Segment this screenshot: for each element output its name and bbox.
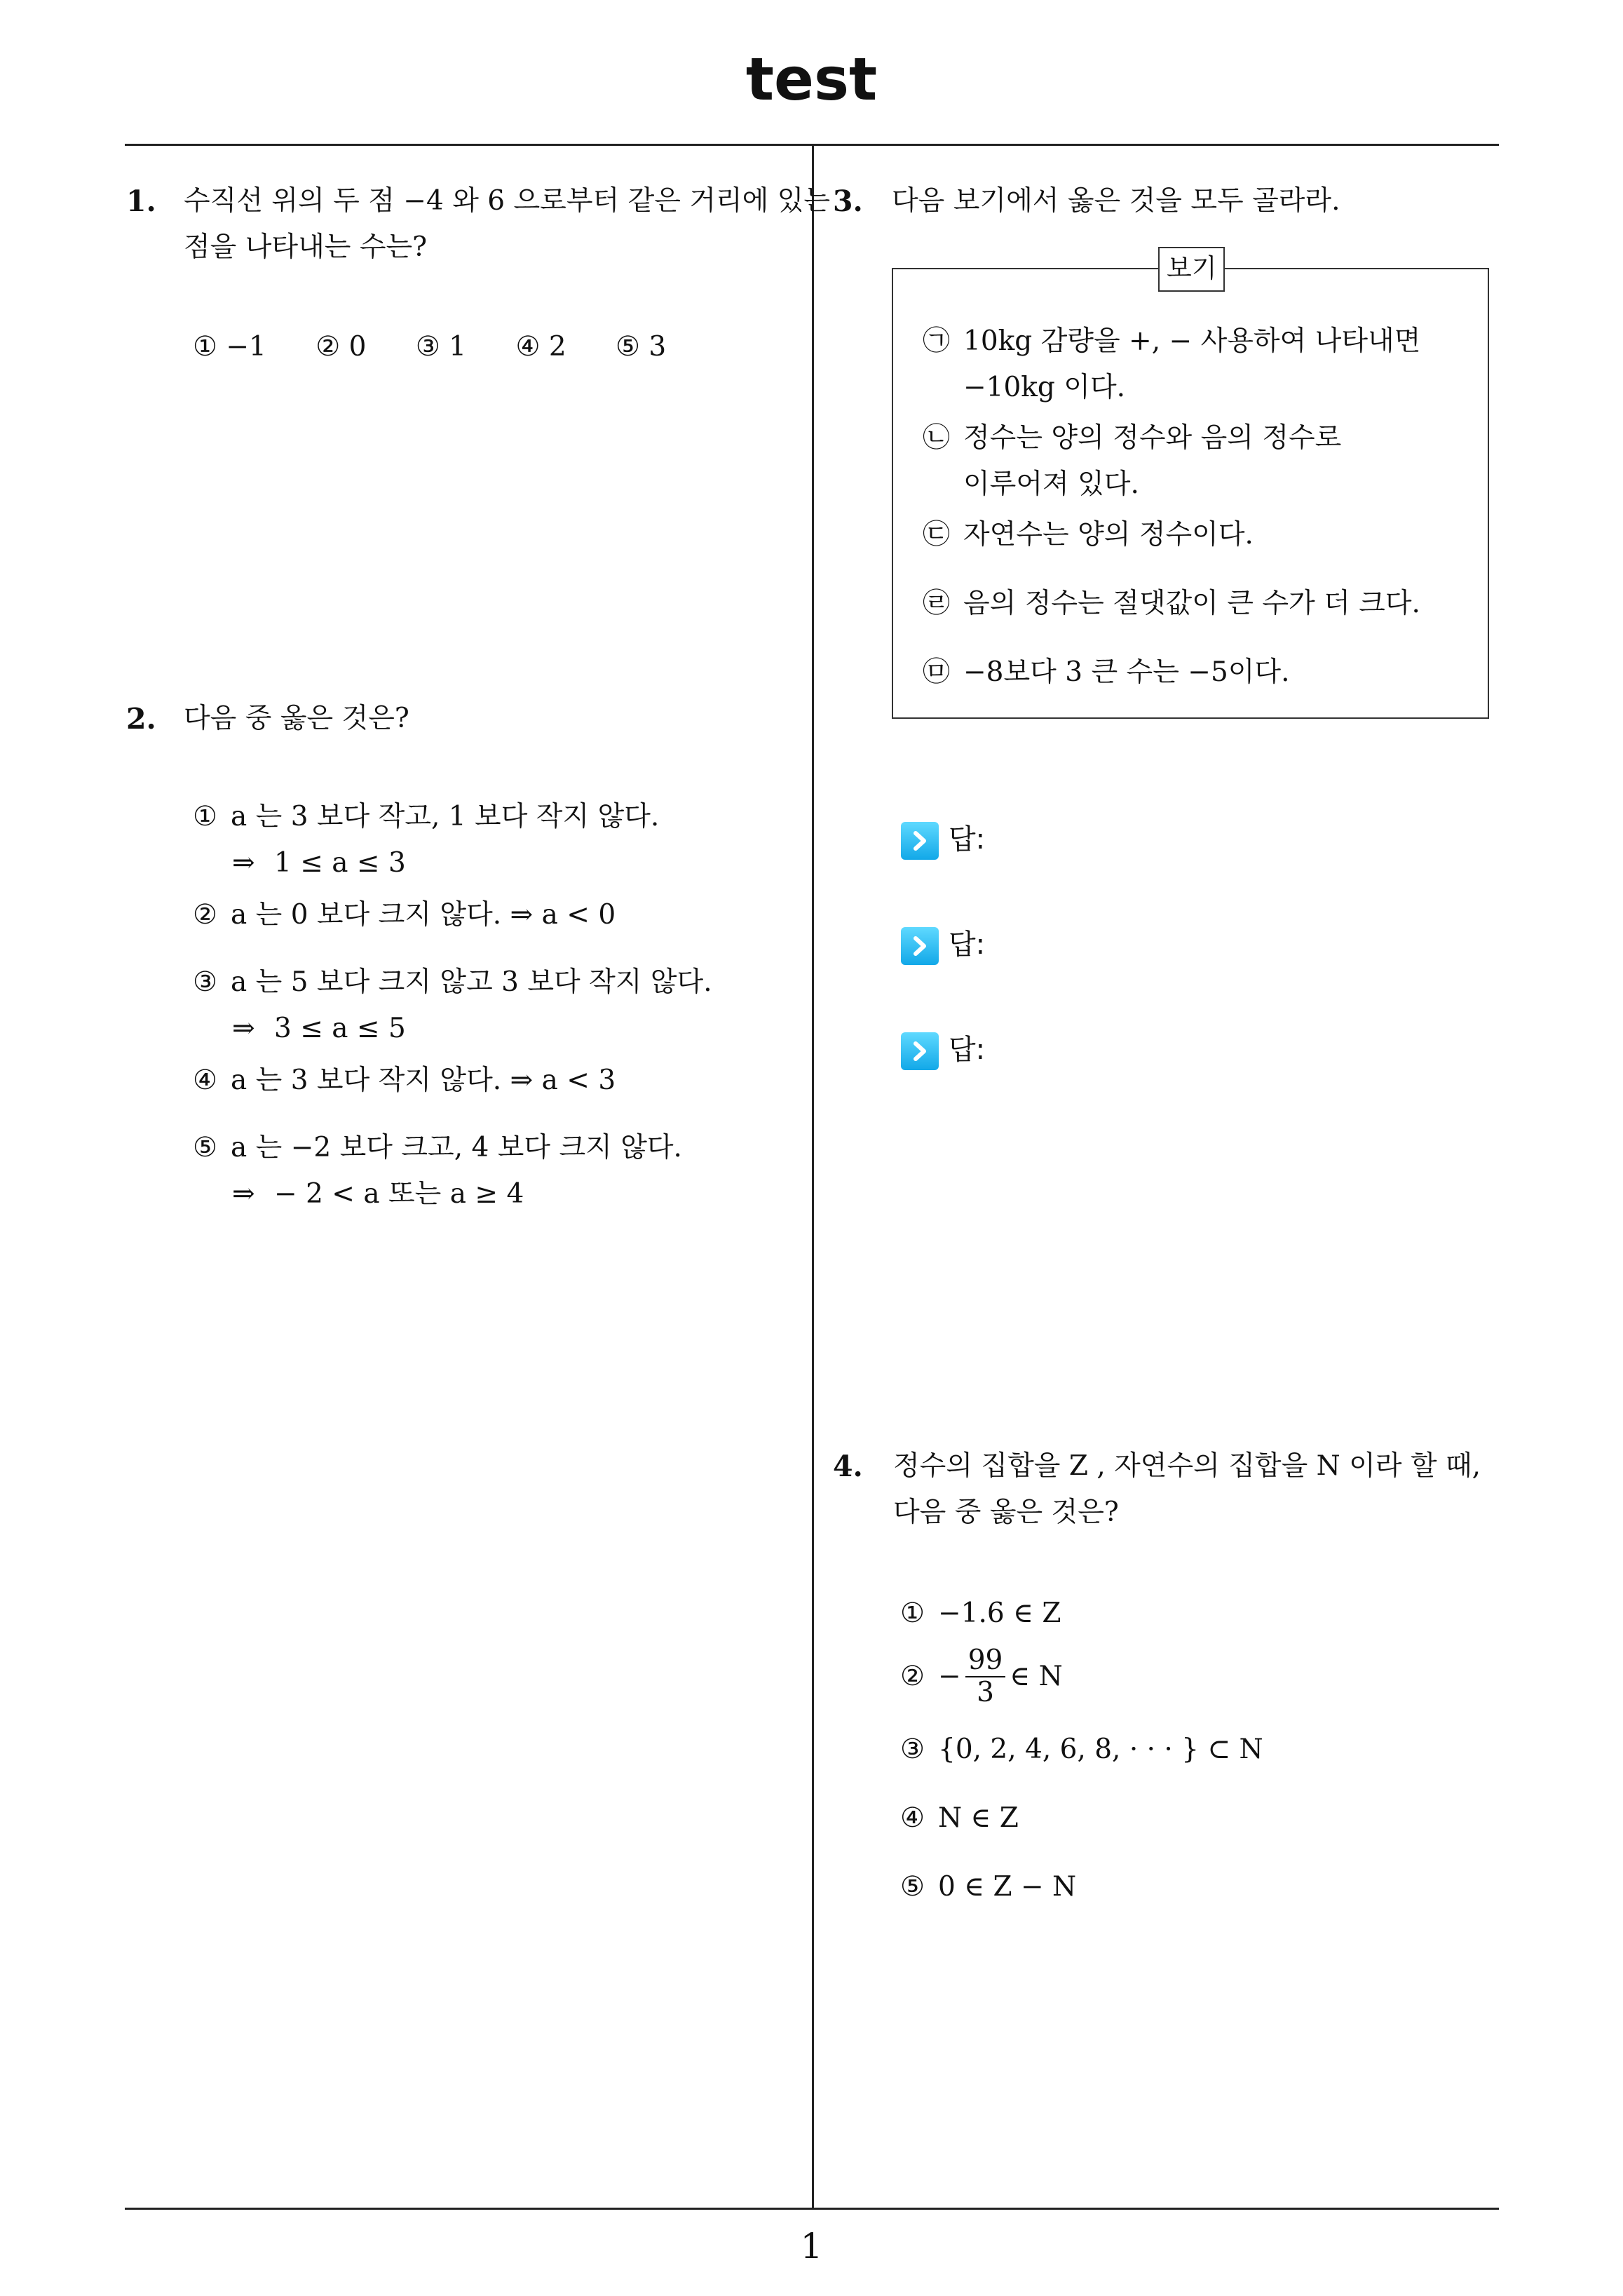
option-mark: ③ bbox=[193, 966, 217, 998]
answer-label: 답: bbox=[949, 823, 986, 856]
question-text-line: 다음 중 옳은 것은? bbox=[184, 703, 409, 734]
implies-arrow: ⇒ bbox=[232, 1013, 255, 1044]
column-divider bbox=[812, 145, 814, 2209]
question-text-line: 다음 보기에서 옳은 것을 모두 골라라. bbox=[892, 185, 1340, 217]
item-text: 자연수는 양의 정수이다. bbox=[963, 519, 1254, 551]
option-mark: ② bbox=[900, 1661, 925, 1692]
page-number: 1 bbox=[800, 2226, 823, 2267]
option-4[interactable] bbox=[900, 1795, 1019, 1842]
option-result: − 2 < a 또는 a ≥ 4 bbox=[274, 1178, 524, 1210]
fraction bbox=[965, 1645, 1006, 1708]
option-text: ∈ N bbox=[1010, 1661, 1063, 1692]
item-text: −8보다 3 큰 수는 −5이다. bbox=[963, 656, 1290, 688]
example-item bbox=[923, 415, 1341, 508]
chevron-right-icon bbox=[901, 822, 939, 860]
option-5[interactable] bbox=[193, 1125, 682, 1217]
example-item bbox=[923, 512, 1254, 558]
choice-4[interactable]: ④ 2 bbox=[515, 331, 566, 363]
option-text: − bbox=[938, 1661, 961, 1692]
answer-field-3[interactable] bbox=[901, 1031, 985, 1070]
option-2[interactable] bbox=[900, 1645, 1063, 1708]
implies-arrow: ⇒ bbox=[232, 1178, 255, 1210]
question-number: 3. bbox=[833, 184, 863, 218]
fraction-denominator: 3 bbox=[977, 1677, 994, 1708]
question-4 bbox=[833, 1443, 1506, 1541]
question-text-line: 점을 나타내는 수는? bbox=[184, 231, 428, 263]
example-item bbox=[923, 318, 1420, 411]
question-number: 4. bbox=[833, 1450, 863, 1483]
example-item bbox=[923, 581, 1420, 627]
option-text: a 는 3 보다 작지 않다. ⇒ a < 3 bbox=[231, 1065, 616, 1096]
choice-5[interactable]: ⑤ 3 bbox=[616, 331, 667, 363]
question-text-line: 정수의 집합을 Z , 자연수의 집합을 N 이라 할 때, bbox=[893, 1450, 1481, 1482]
answer-label: 답: bbox=[949, 1034, 986, 1066]
option-mark: ④ bbox=[900, 1802, 925, 1834]
example-item bbox=[923, 649, 1290, 696]
answer-label: 답: bbox=[949, 928, 986, 961]
chevron-right-icon bbox=[901, 927, 939, 965]
option-mark: ② bbox=[193, 899, 217, 931]
option-5[interactable] bbox=[900, 1864, 1076, 1910]
option-3[interactable] bbox=[900, 1727, 1263, 1773]
choice-1[interactable]: ① −1 bbox=[193, 331, 266, 363]
option-text: a 는 3 보다 작고, 1 보다 작지 않다. bbox=[231, 801, 660, 832]
option-mark: ① bbox=[193, 801, 217, 832]
item-mark: ㉣ bbox=[923, 588, 951, 619]
question-2 bbox=[126, 696, 799, 745]
option-2[interactable] bbox=[193, 892, 616, 938]
page-title: test bbox=[745, 45, 878, 114]
option-4[interactable] bbox=[193, 1058, 616, 1104]
chevron-right-icon bbox=[901, 1032, 939, 1070]
choice-list bbox=[193, 324, 707, 370]
choice-3[interactable]: ③ 1 bbox=[415, 331, 467, 363]
question-text-line: 수직선 위의 두 점 −4 와 6 으로부터 같은 거리에 있는 bbox=[184, 185, 831, 217]
item-text: 이루어져 있다. bbox=[963, 468, 1139, 500]
example-box bbox=[892, 253, 1489, 719]
question-1 bbox=[126, 178, 831, 318]
item-mark: ㉡ bbox=[923, 422, 951, 454]
fraction-numerator: 99 bbox=[965, 1645, 1006, 1677]
item-mark: ㉤ bbox=[923, 656, 951, 688]
answer-field-1[interactable] bbox=[901, 821, 985, 860]
choice-2[interactable]: ② 0 bbox=[315, 331, 367, 363]
item-text: 정수는 양의 정수와 음의 정수로 bbox=[963, 422, 1342, 454]
option-1[interactable] bbox=[193, 794, 659, 886]
option-3[interactable] bbox=[193, 959, 712, 1052]
option-text: a 는 −2 보다 크고, 4 보다 크지 않다. bbox=[231, 1132, 682, 1163]
example-box-label: 보기 bbox=[1158, 247, 1225, 292]
option-text: 0 ∈ Z − N bbox=[938, 1871, 1077, 1903]
item-text: 음의 정수는 절댓값이 큰 수가 더 크다. bbox=[963, 588, 1420, 619]
item-text: −10kg 이다. bbox=[963, 372, 1126, 403]
option-text: {0, 2, 4, 6, 8, · · · } ⊂ N bbox=[938, 1734, 1263, 1765]
implies-arrow: ⇒ bbox=[232, 847, 255, 879]
option-mark: ③ bbox=[900, 1734, 925, 1765]
item-text: 10kg 감량을 +, − 사용하여 나타내면 bbox=[963, 325, 1421, 357]
option-mark: ⑤ bbox=[900, 1871, 925, 1903]
option-result: 1 ≤ a ≤ 3 bbox=[274, 847, 406, 879]
option-text: N ∈ Z bbox=[938, 1802, 1019, 1834]
option-text: a 는 5 보다 크지 않고 3 보다 작지 않다. bbox=[231, 966, 712, 998]
question-3 bbox=[833, 178, 1492, 227]
question-number: 2. bbox=[126, 702, 156, 736]
option-mark: ④ bbox=[193, 1065, 217, 1096]
option-mark: ⑤ bbox=[193, 1132, 217, 1163]
question-number: 1. bbox=[126, 184, 156, 218]
option-1[interactable] bbox=[900, 1591, 1061, 1637]
answer-field-2[interactable] bbox=[901, 926, 985, 965]
option-result: 3 ≤ a ≤ 5 bbox=[274, 1013, 406, 1044]
option-text: a 는 0 보다 크지 않다. ⇒ a < 0 bbox=[231, 899, 616, 931]
item-mark: ㉠ bbox=[923, 325, 951, 357]
item-mark: ㉢ bbox=[923, 519, 951, 551]
option-mark: ① bbox=[900, 1598, 925, 1629]
footer-rule bbox=[125, 2208, 1499, 2210]
option-text: −1.6 ∈ Z bbox=[938, 1598, 1061, 1629]
question-text-line: 다음 중 옳은 것은? bbox=[893, 1497, 1119, 1528]
